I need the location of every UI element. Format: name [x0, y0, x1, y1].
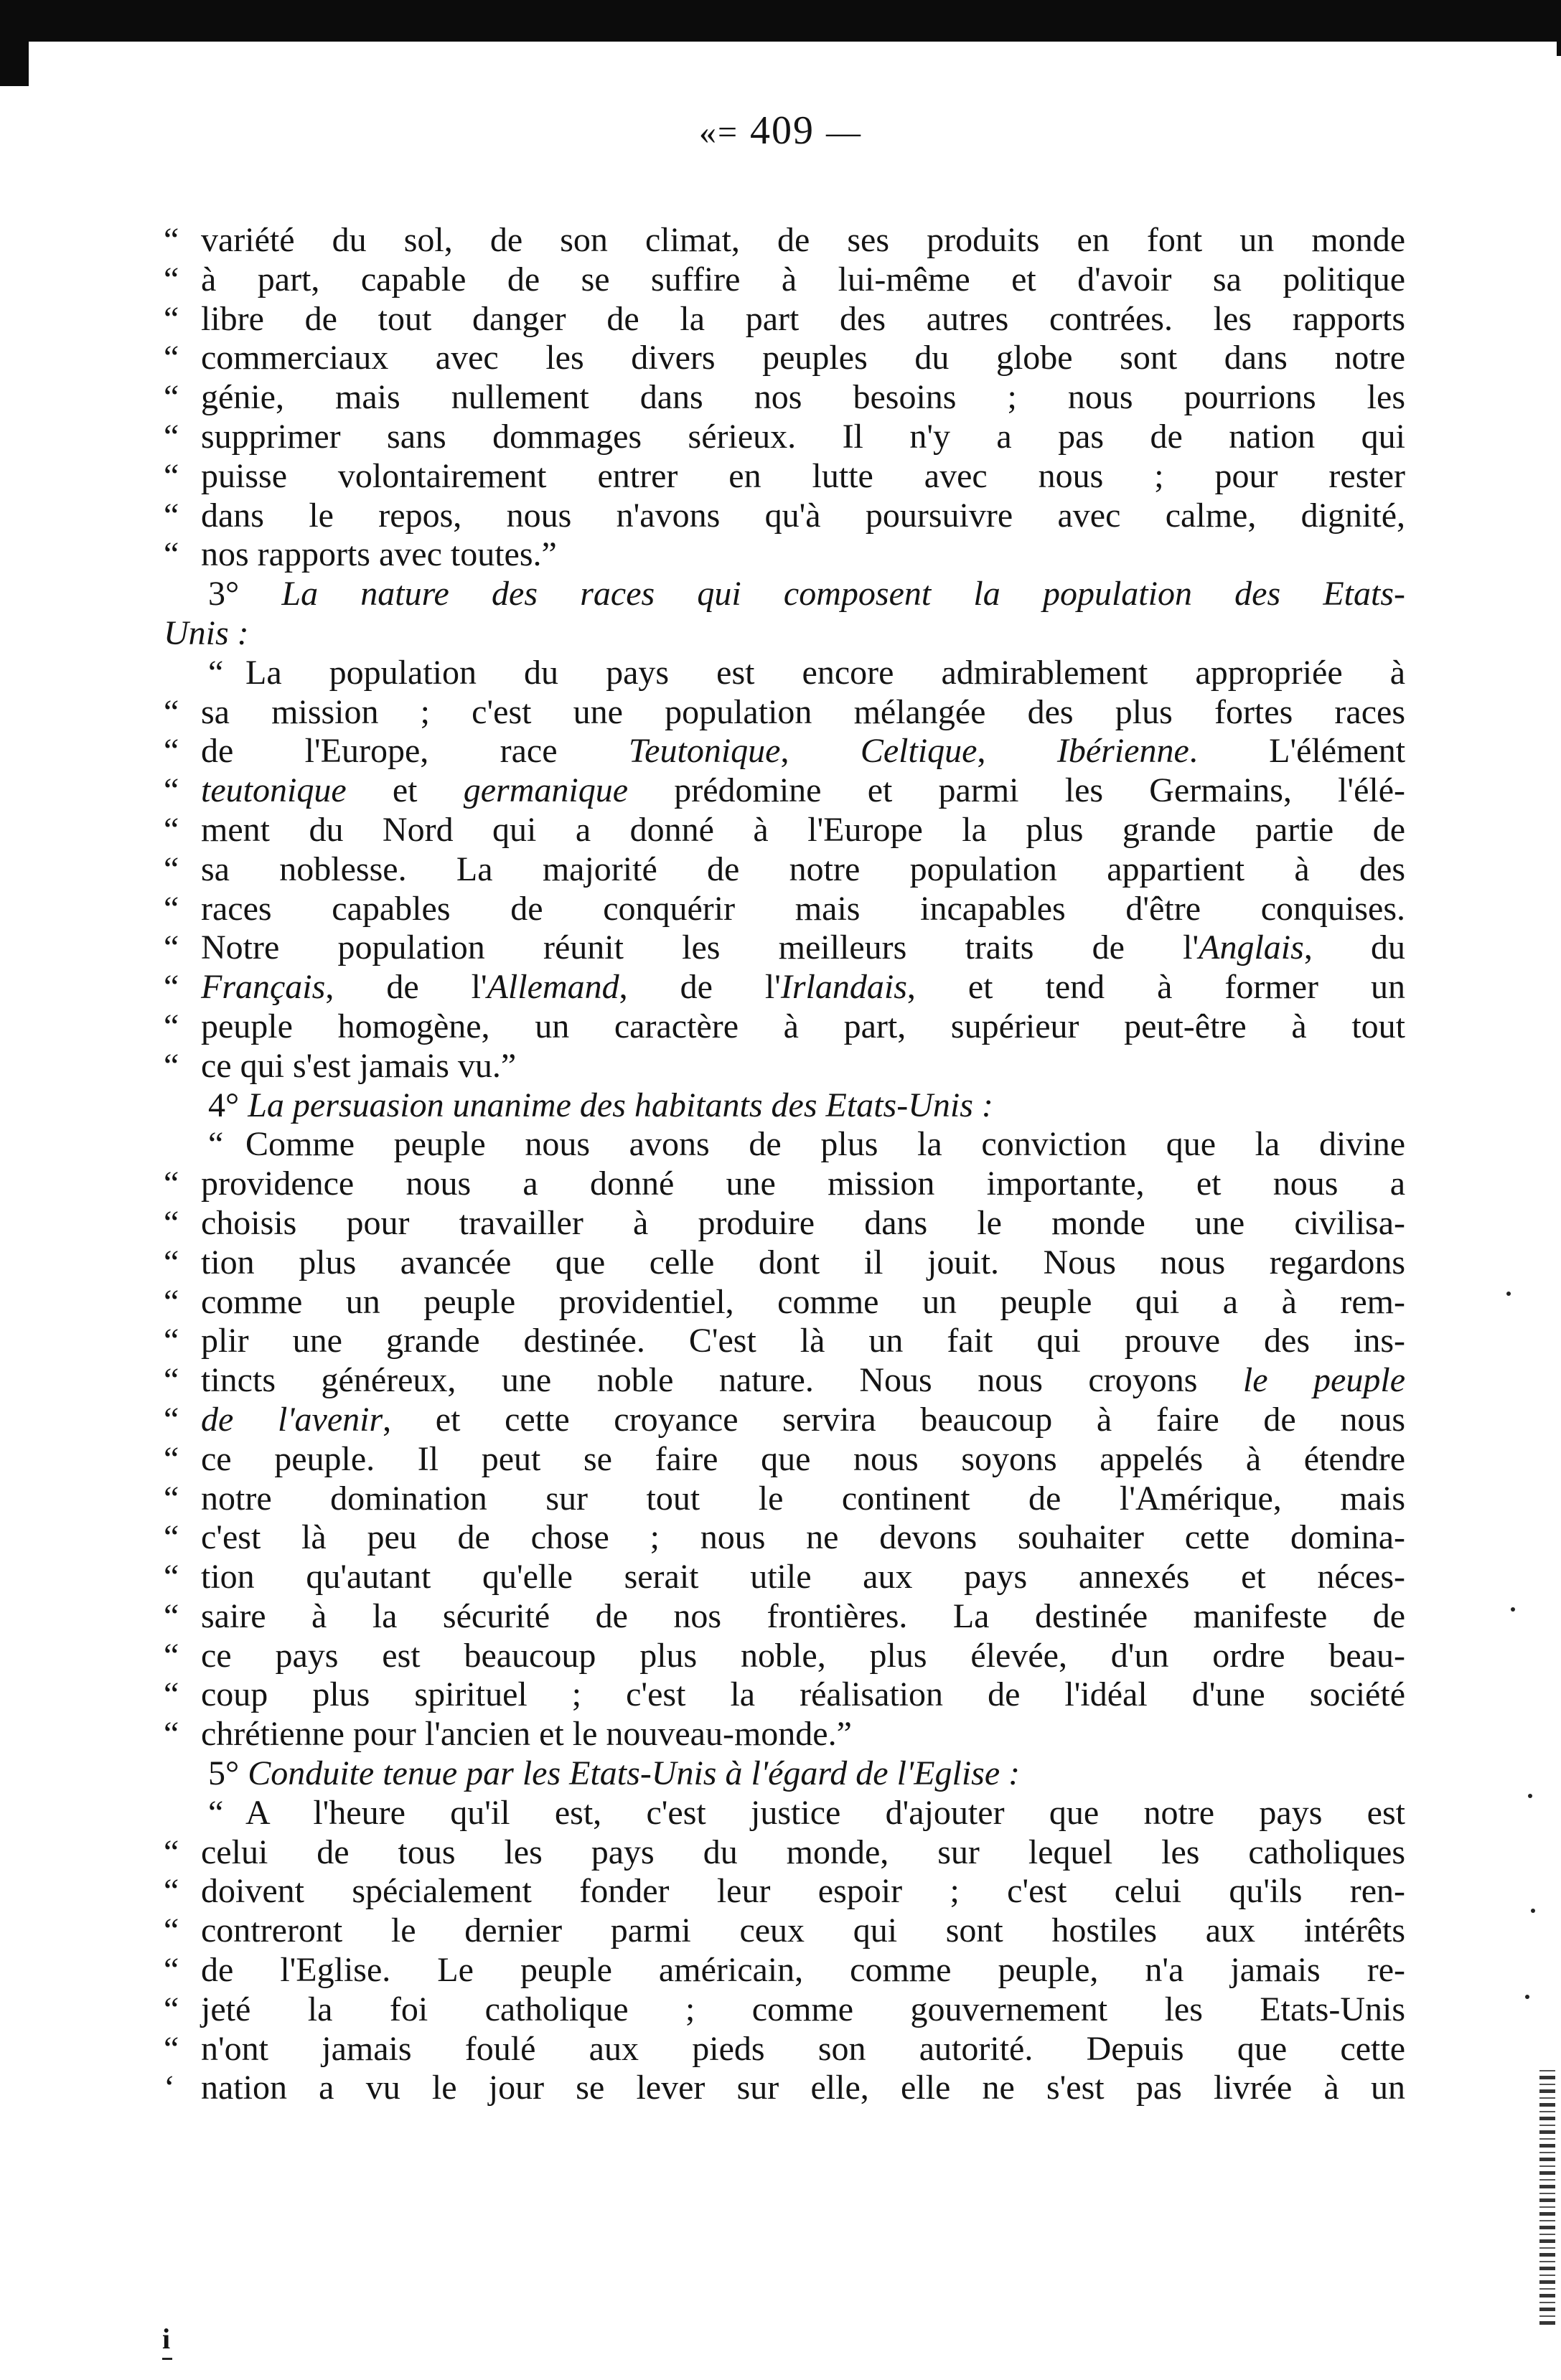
text-line: “ ce pays est beaucoup plus noble, plus élevée, d'un ordre beau-: [164, 1636, 1405, 1675]
text-line: “ ce peuple. Il peut se faire que nous soyons appelés à étendre: [164, 1439, 1405, 1478]
text-line: “ doivent spécialement fonder leur espoir ; c'est celui qu'ils ren-: [164, 1872, 1405, 1911]
text-line: “ de l'Europe, race Teutonique, Celtique, Ibérienne. L'élément: [164, 732, 1406, 771]
text-line: “ n'ont jamais foulé aux pieds son autorité. Depuis que cette: [164, 2029, 1405, 2068]
text-line: “ tincts généreux, une noble nature. Nous nous croyons le peuple: [164, 1361, 1405, 1400]
text-line: “ plir une grande destinée. C'est là un fait qui prouve des ins-: [164, 1322, 1405, 1360]
text-line: ‘ nation a vu le jour se lever sur elle, elle ne s'est pas livrée à un: [164, 2069, 1405, 2107]
text-line: “ comme un peuple providentiel, comme un peuple qui a à rem-: [164, 1282, 1405, 1321]
scan-speck: [1528, 1794, 1532, 1798]
text-line: “ ment du Nord qui a donné à l'Europe la plus grande partie de: [164, 810, 1405, 849]
text-line: “ commerciaux avec les divers peuples du globe sont dans notre: [164, 339, 1405, 377]
text-line: “ libre de tout danger de la part des autres contrées. les rapports: [164, 299, 1405, 338]
page-number-value: 409: [750, 108, 815, 153]
text-line: “ celui de tous les pays du monde, sur lequel les catholiques: [164, 1833, 1405, 1871]
text-line: “ providence nous a donné une mission importante, et nous a: [164, 1165, 1405, 1203]
text-line: “ La population du pays est encore admirablement appropriée à: [208, 653, 1405, 692]
section-heading: 5° Conduite tenue par les Etats-Unis à l'égard de l'Eglise :: [208, 1754, 1021, 1793]
page-number-ornament-right: —: [826, 113, 863, 151]
scan-border-tick: [1557, 42, 1561, 56]
text-line: “ à part, capable de se suffire à lui-même et d'avoir sa politique: [164, 260, 1405, 298]
text-line: “ génie, mais nullement dans nos besoins ; nous pourrions les: [164, 378, 1405, 417]
text-line: “ peuple homogène, un caractère à part, supérieur peut-être à tout: [164, 1007, 1405, 1045]
text-line: “ sa mission ; c'est une population mélangée des plus fortes races: [164, 692, 1405, 731]
text-line: “ nos rapports avec toutes.”: [164, 535, 557, 574]
text-line: “ variété du sol, de son climat, de ses produits en font un monde: [164, 221, 1405, 259]
text-line: “ Français, de l'Allemand, de l'Irlandais, et tend à former un: [164, 968, 1406, 1007]
text-line: “ races capables de conquérir mais incapables d'être conquises.: [164, 889, 1405, 928]
scan-speck: [1511, 1607, 1515, 1612]
scan-edge-noise: [1539, 2066, 1555, 2325]
text-line: “ teutonique et germanique prédomine et parmi les Germains, l'élé-: [164, 771, 1405, 810]
text-line: “ coup plus spirituel ; c'est la réalisation de l'idéal d'une société: [164, 1675, 1405, 1714]
text-line: “ Notre population réunit les meilleurs traits de l'Anglais, du: [164, 928, 1406, 967]
section-heading: Unis :: [164, 613, 249, 652]
text-line: “ dans le repos, nous n'avons qu'à poursuivre avec calme, dignité,: [164, 496, 1405, 535]
text-line: “ puisse volontairement entrer en lutte avec nous ; pour rester: [164, 456, 1405, 495]
text-line: “ contreront le dernier parmi ceux qui sont hostiles aux intérêts: [164, 1911, 1405, 1950]
scan-speck: [1506, 1292, 1511, 1296]
scan-border-corner: [0, 0, 29, 86]
section-heading: 3° La nature des races qui composent la population des Etats-: [208, 575, 1406, 613]
text-line: “ supprimer sans dommages sérieux. Il n'y a pas de nation qui: [164, 417, 1405, 456]
text-line: “ Comme peuple nous avons de plus la conviction que la divine: [208, 1125, 1405, 1164]
text-line: “ c'est là peu de chose ; nous ne devons souhaiter cette domina-: [164, 1518, 1405, 1557]
text-line: “ ce qui s'est jamais vu.”: [164, 1046, 517, 1085]
footer-mark: i: [162, 2323, 171, 2355]
text-line: “ de l'Eglise. Le peuple américain, comme peuple, n'a jamais re-: [164, 1951, 1405, 1990]
text-line: “ chrétienne pour l'ancien et le nouveau-monde.”: [164, 1715, 852, 1754]
text-line: “ tion qu'autant qu'elle serait utile aux pays annexés et néces-: [164, 1558, 1405, 1596]
scan-speck: [1525, 1995, 1529, 1999]
text-line: “ de l'avenir, et cette croyance servira beaucoup à faire de nous: [164, 1400, 1406, 1439]
text-line: “ jeté la foi catholique ; comme gouvernement les Etats-Unis: [164, 1990, 1405, 2028]
text-line: “ tion plus avancée que celle dont il jouit. Nous nous regardons: [164, 1243, 1405, 1281]
page-number: [0, 108, 1561, 154]
text-line: “ sa noblesse. La majorité de notre population appartient à des: [164, 850, 1405, 888]
footer-dash: [162, 2358, 172, 2360]
section-heading: 4° La persuasion unanime des habitants des Etats-Unis :: [208, 1086, 993, 1124]
text-line: “ choisis pour travailler à produire dans le monde une civilisa-: [164, 1203, 1405, 1242]
text-line: “ saire à la sécurité de nos frontières. La destinée manifeste de: [164, 1596, 1405, 1635]
scan-speck: [1531, 1909, 1535, 1913]
text-line: “ notre domination sur tout le continent de l'Amérique, mais: [164, 1479, 1405, 1518]
page-body: [164, 221, 1405, 2108]
text-line: “ A l'heure qu'il est, c'est justice d'ajouter que notre pays est: [208, 1793, 1405, 1832]
scan-border-top: [0, 0, 1561, 42]
page-number-ornament-left: «=: [698, 113, 739, 151]
